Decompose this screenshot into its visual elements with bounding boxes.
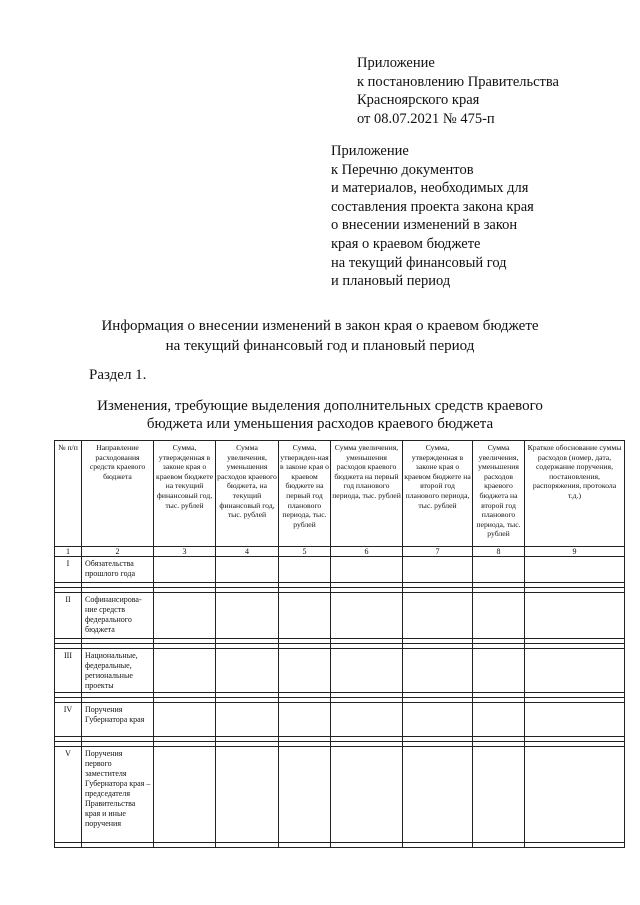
column-number: 9 [525,547,625,557]
appendix-2-line: к Перечню документов [331,161,474,178]
column-number: 6 [331,547,403,557]
column-header: Сумма, утвержденная в законе края о краевом бюджете на второй год планового периода, тыс. рублей [403,441,473,547]
category-name: Обязательства прошлого года [82,557,154,583]
table-row [55,703,625,737]
category-name: Софинансирова-ние средств федерального бюджета [82,593,154,639]
appendix-2-line: составления проекта закона края [331,198,534,215]
section-subtitle-line: бюджета или уменьшения расходов краевого бюджета [146,416,494,432]
appendix-2-line: и материалов, необходимых для [331,180,529,197]
column-number: 8 [473,547,525,557]
appendix-2-line: Приложение [331,143,409,159]
table-row [55,557,625,583]
appendix-2-line: о внесении изменений в закон [331,217,518,234]
column-number-row [55,547,625,557]
column-number: 3 [154,547,216,557]
category-name: Поручения Губернатора края [82,703,154,737]
appendix-2-line: и плановый период [331,273,451,290]
appendix-block-2 [331,142,534,291]
column-header: Сумма увеличения, уменьшения расходов краевого бюджета на второй год планового периода, тыс. рублей [473,441,525,547]
column-number: 5 [279,547,331,557]
table-row [55,747,625,843]
section-heading: Раздел 1. [89,367,147,383]
column-header: № п/п [55,441,82,547]
document-title [0,316,640,356]
column-header: Сумма, утвержден-ная в законе края о краевом бюджете на первый год планового периода, тыс. рублей [279,441,331,547]
appendix-2-line: края о краевом бюджете [331,235,481,252]
category-name: Поручения первого заместителя Губернатора края – председателя Правительства края и иные поручения [82,747,154,843]
column-header: Направление расходования средств краевого бюджета [82,441,154,547]
column-number: 4 [216,547,279,557]
table-row [55,843,625,848]
column-header: Краткое обоснование суммы расходов (номер, дата, содержание поручения, постановления, распоряжения, протокола т.д.) [525,441,625,547]
category-number: I [55,557,82,583]
table-row [55,593,625,639]
appendix-1-line: Красноярского края [357,92,480,109]
appendix-2-line: на текущий финансовый год [331,254,507,271]
column-header: Сумма увеличения, уменьшения расходов краевого бюджета, на текущий финансовый год, тыс. рублей [216,441,279,547]
category-number: III [55,649,82,693]
table-row [55,649,625,693]
column-header: Сумма, утвержденная в законе края о краевом бюджете на текущий финансовый год, тыс. рублей [154,441,216,547]
document-title-line: на текущий финансовый год и плановый период [165,338,475,354]
appendix-1-line: Приложение [357,55,435,71]
column-number: 1 [55,547,82,557]
budget-changes-table [54,440,625,848]
appendix-1-line: от 08.07.2021 № 475-п [357,110,495,127]
table-header-row [55,441,625,547]
category-number: V [55,747,82,843]
appendix-1-line: к постановлению Правительства [357,73,559,90]
column-number: 2 [82,547,154,557]
column-header: Сумма увеличения, уменьшения расходов краевого бюджета на первый год планового периода, тыс. рублей [331,441,403,547]
section-subtitle-line: Изменения, требующие выделения дополнительных средств краевого [97,398,543,414]
category-name: Национальные, федеральные, региональные проекты [82,649,154,693]
category-number: IV [55,703,82,737]
column-number: 7 [403,547,473,557]
section-subtitle [0,397,640,433]
document-title-line: Информация о внесении изменений в закон края о краевом бюджете [101,318,539,334]
appendix-block-1 [357,54,559,128]
category-number: II [55,593,82,639]
